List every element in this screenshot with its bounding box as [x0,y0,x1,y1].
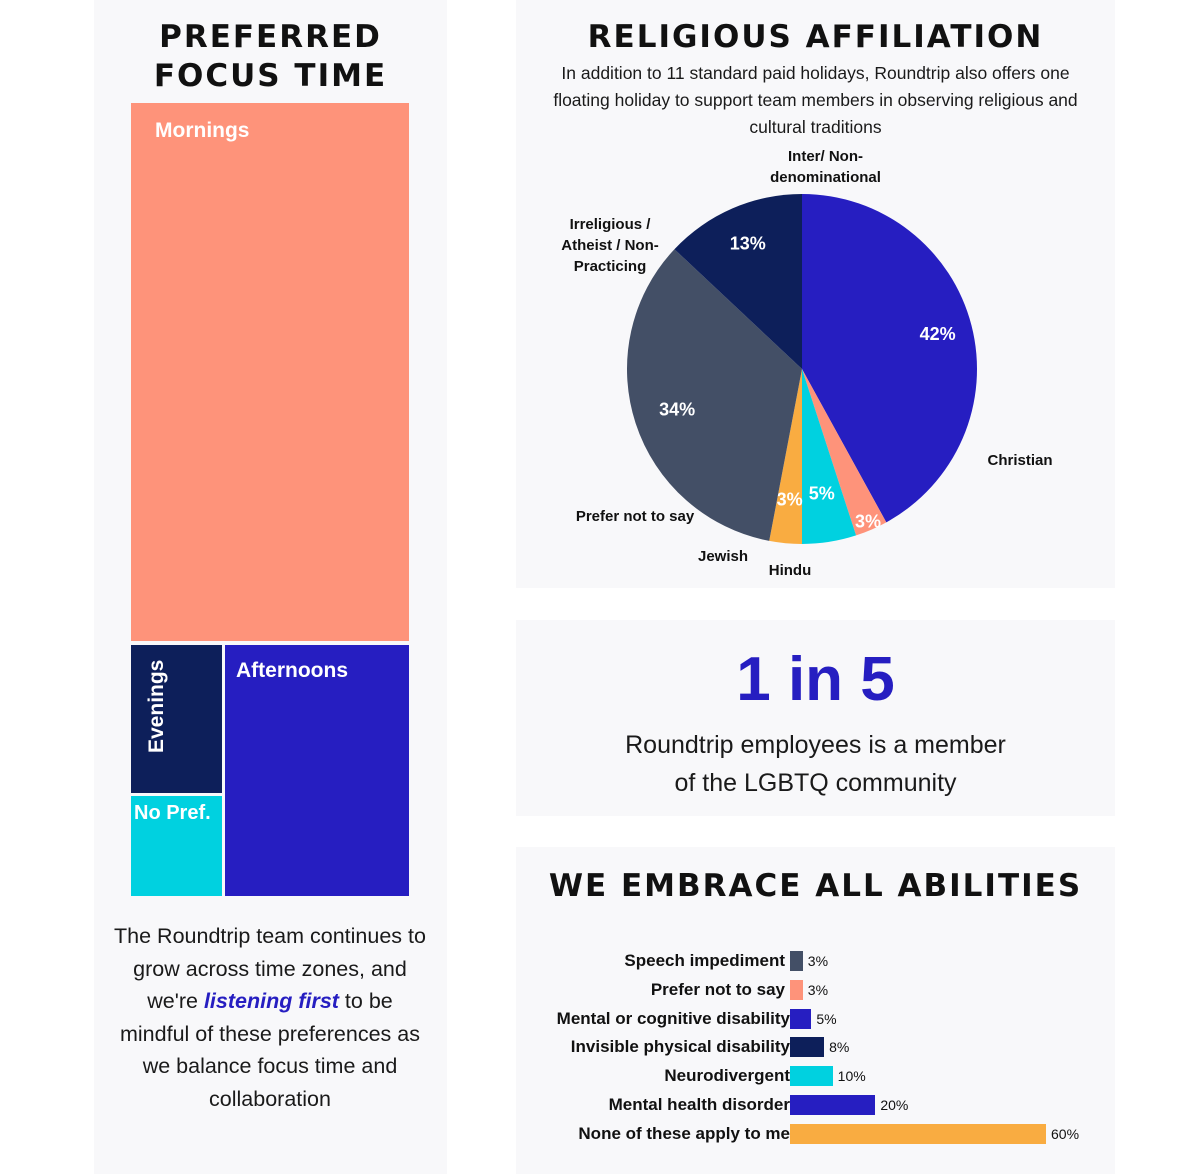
abilities-title: WE EMBRACE ALL ABILITIES [548,868,1083,904]
bar-value-label: 20% [880,1097,909,1113]
bar-category-label: Speech impediment [624,951,785,970]
bar-row [516,1094,1115,1116]
tile-label-afternoons: Afternoons [236,659,348,682]
pie-value-label-1: 3% [855,511,882,532]
abilities-panel [516,847,1115,1174]
bar [790,1095,875,1115]
bar [790,1124,1046,1144]
bar [790,951,803,971]
bar-value-label: 5% [816,1010,837,1027]
tile-label-no-pref: No Pref. [134,802,211,824]
pie-value-label-2: 5% [808,483,835,504]
religion-subtitle: In addition to 11 standard paid holidays, Roundtrip also offers one floating holiday to support team members in observing religious and cultural traditions [553,63,1078,137]
treemap-tile-afternoons [225,645,409,896]
bar [790,1066,833,1086]
bar-value-label: 8% [829,1039,850,1056]
bar-row [516,1036,1115,1058]
focus-text-part2: to be mindful of these preferences as we balance focus time and collaboration [120,989,420,1111]
lgbtq-panel [516,620,1115,816]
treemap-tile-no-pref [131,796,222,896]
bar-value-label: 3% [807,953,829,969]
pie-category-label-jewish: Jewish [697,548,749,565]
bar-category-label: None of these apply to me [578,1123,790,1143]
focus-text-part1: The Roundtrip team continues to grow across time zones, and we're [114,924,426,1013]
bar [790,1037,824,1057]
pie-value-label-0: 42% [919,324,956,345]
treemap-tile-mornings [131,103,409,641]
bar [790,980,803,1000]
focus-text-highlight: listening first [203,989,339,1013]
bar-row [516,950,1115,972]
religion-title: RELIGIOUS AFFILIATION [587,19,1044,55]
focus-title-line2: FOCUS TIME [153,58,388,94]
bar-value-label: 3% [807,981,829,998]
treemap-tile-evenings [131,645,222,793]
focus-title-line1: PREFERRED [159,19,382,55]
pie-category-label-irreligious: Irreligious / Atheist / Non-Practicing [561,216,659,275]
bar-category-label: Neurodivergent [664,1066,790,1086]
bar-category-label: Mental or cognitive disability [556,1008,790,1028]
bar [790,1009,811,1029]
pie-category-label-christian: Christian [987,452,1053,469]
religious-affiliation-panel [516,0,1115,588]
pie-category-label-hindu: Hindu [768,562,812,579]
tile-label-mornings: Mornings [155,119,250,142]
bar-row [516,1008,1115,1030]
tile-label-evenings: Evenings [145,659,168,753]
lgbtq-line1: Roundtrip employees is a member [625,731,1006,759]
bar-category-label: Prefer not to say [650,979,785,999]
bar-row [516,1123,1115,1145]
bar-row [516,979,1115,1001]
pie-category-label-interdenom: Inter/ Non-denominational [770,148,881,186]
bar-category-label: Invisible physical disability [570,1037,790,1057]
pie-value-label-5: 13% [729,233,766,254]
bar-category-label: Mental health disorder [608,1095,790,1114]
religion-pie-chart [516,0,1115,588]
bar-value-label: 60% [1051,1125,1080,1142]
focus-time-title [94,18,447,96]
lgbtq-line2: of the LGBTQ community [674,769,957,797]
lgbtq-description [516,726,1115,802]
focus-time-description [114,920,426,1115]
abilities-bar-chart [516,947,1115,1157]
pie-value-label-4: 34% [659,399,696,420]
pie-value-label-3: 3% [776,489,803,510]
lgbtq-stat: 1 in 5 [736,645,895,714]
focus-time-panel [94,0,447,1174]
bar-value-label: 10% [837,1068,866,1085]
pie-category-label-prefer-not: Prefer not to say [575,508,695,525]
bar-row [516,1065,1115,1087]
